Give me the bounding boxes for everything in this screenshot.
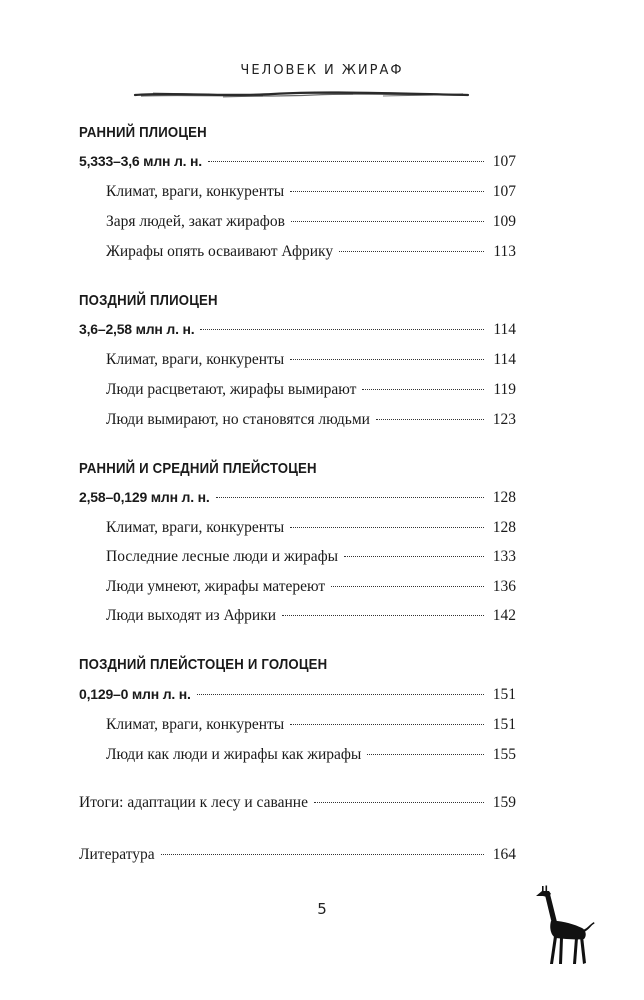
entry-label: Климат, враги, конкуренты <box>106 716 285 733</box>
page-ref: 136 <box>492 578 516 595</box>
dot-leader <box>208 161 484 162</box>
toc-period-row[interactable] <box>79 321 516 343</box>
dot-leader <box>290 724 484 725</box>
dot-leader <box>331 586 484 587</box>
dot-leader <box>161 854 484 855</box>
toc-entry[interactable] <box>79 746 516 768</box>
entry-label: Последние лесные люди и жирафы <box>106 548 339 565</box>
giraffe-icon <box>532 884 596 968</box>
page-ref: 128 <box>492 519 516 536</box>
dot-leader <box>376 419 484 420</box>
page-ref: 107 <box>492 183 516 200</box>
dot-leader <box>344 556 484 557</box>
dot-leader <box>290 191 484 192</box>
entry-label: Климат, враги, конкуренты <box>106 519 285 536</box>
toc-entry[interactable] <box>79 519 516 541</box>
dot-leader <box>362 389 484 390</box>
toc-entry[interactable] <box>79 243 516 265</box>
page-ref: 133 <box>492 548 516 565</box>
toc-entry[interactable] <box>79 607 516 629</box>
section-title: РАННИЙ ПЛИОЦЕН <box>79 124 207 141</box>
page-ref: 151 <box>492 686 516 703</box>
page-ref: 128 <box>492 489 516 506</box>
toc-period-row[interactable] <box>79 489 516 511</box>
toc-entry[interactable] <box>79 351 516 373</box>
dot-leader <box>291 221 484 222</box>
page-ref: 114 <box>493 321 516 338</box>
toc-period-row[interactable] <box>79 686 516 708</box>
entry-label: Люди вымирают, но становятся людьми <box>106 411 370 428</box>
toc-entry[interactable] <box>79 411 516 433</box>
entry-label: Люди выходят из Африки <box>106 607 277 624</box>
dot-leader <box>314 802 484 803</box>
toc-summary-row[interactable] <box>79 794 516 816</box>
entry-label: Люди расцветают, жирафы вымирают <box>106 381 357 398</box>
period-label: 3,6–2,58 млн л. н. <box>79 321 195 337</box>
entry-label: Жирафы опять осваивают Африку <box>106 243 334 260</box>
entry-label: Итоги: адаптации к лесу и саванне <box>79 794 308 811</box>
entry-label: Заря людей, закат жирафов <box>106 213 285 230</box>
page-ref: 151 <box>492 716 516 733</box>
toc-entry[interactable] <box>79 381 516 403</box>
entry-label: Климат, враги, конкуренты <box>106 351 285 368</box>
toc-entry[interactable] <box>79 183 516 205</box>
page-ref: 164 <box>492 846 516 863</box>
toc-period-row[interactable] <box>79 153 516 175</box>
page-ref: 114 <box>493 351 516 368</box>
dot-leader <box>216 497 484 498</box>
page-ref: 107 <box>492 153 516 170</box>
dot-leader <box>197 694 484 695</box>
period-label: 2,58–0,129 млн л. н. <box>79 489 210 505</box>
page-number: 5 <box>317 900 327 918</box>
dot-leader <box>200 329 484 330</box>
page-ref: 119 <box>493 381 516 398</box>
toc-references-row[interactable] <box>79 846 516 868</box>
toc-entry[interactable] <box>79 578 516 600</box>
page-ref: 159 <box>492 794 516 811</box>
dot-leader <box>282 615 484 616</box>
page-ref: 123 <box>492 411 516 428</box>
page-ref: 155 <box>492 746 516 763</box>
entry-label: Люди как люди и жирафы как жирафы <box>106 746 362 763</box>
dot-leader <box>290 359 484 360</box>
running-title: ЧЕЛОВЕК И ЖИРАФ <box>240 63 404 78</box>
toc-entry[interactable] <box>79 213 516 235</box>
entry-label: Люди умнеют, жирафы матереют <box>106 578 326 595</box>
entry-label: Литература <box>79 846 155 863</box>
entry-label: Климат, враги, конкуренты <box>106 183 285 200</box>
toc-entry[interactable] <box>79 716 516 738</box>
dot-leader <box>367 754 484 755</box>
brush-stroke-divider <box>133 88 470 102</box>
period-label: 0,129–0 млн л. н. <box>79 686 191 702</box>
toc-entry[interactable] <box>79 548 516 570</box>
page-ref: 109 <box>492 213 516 230</box>
page-ref: 142 <box>492 607 516 624</box>
page-ref: 113 <box>493 243 516 260</box>
section-title: РАННИЙ И СРЕДНИЙ ПЛЕЙСТОЦЕН <box>79 460 317 477</box>
dot-leader <box>339 251 484 252</box>
dot-leader <box>290 527 484 528</box>
section-title: ПОЗДНИЙ ПЛИОЦЕН <box>79 292 218 309</box>
period-label: 5,333–3,6 млн л. н. <box>79 153 202 169</box>
section-title: ПОЗДНИЙ ПЛЕЙСТОЦЕН И ГОЛОЦЕН <box>79 656 328 673</box>
